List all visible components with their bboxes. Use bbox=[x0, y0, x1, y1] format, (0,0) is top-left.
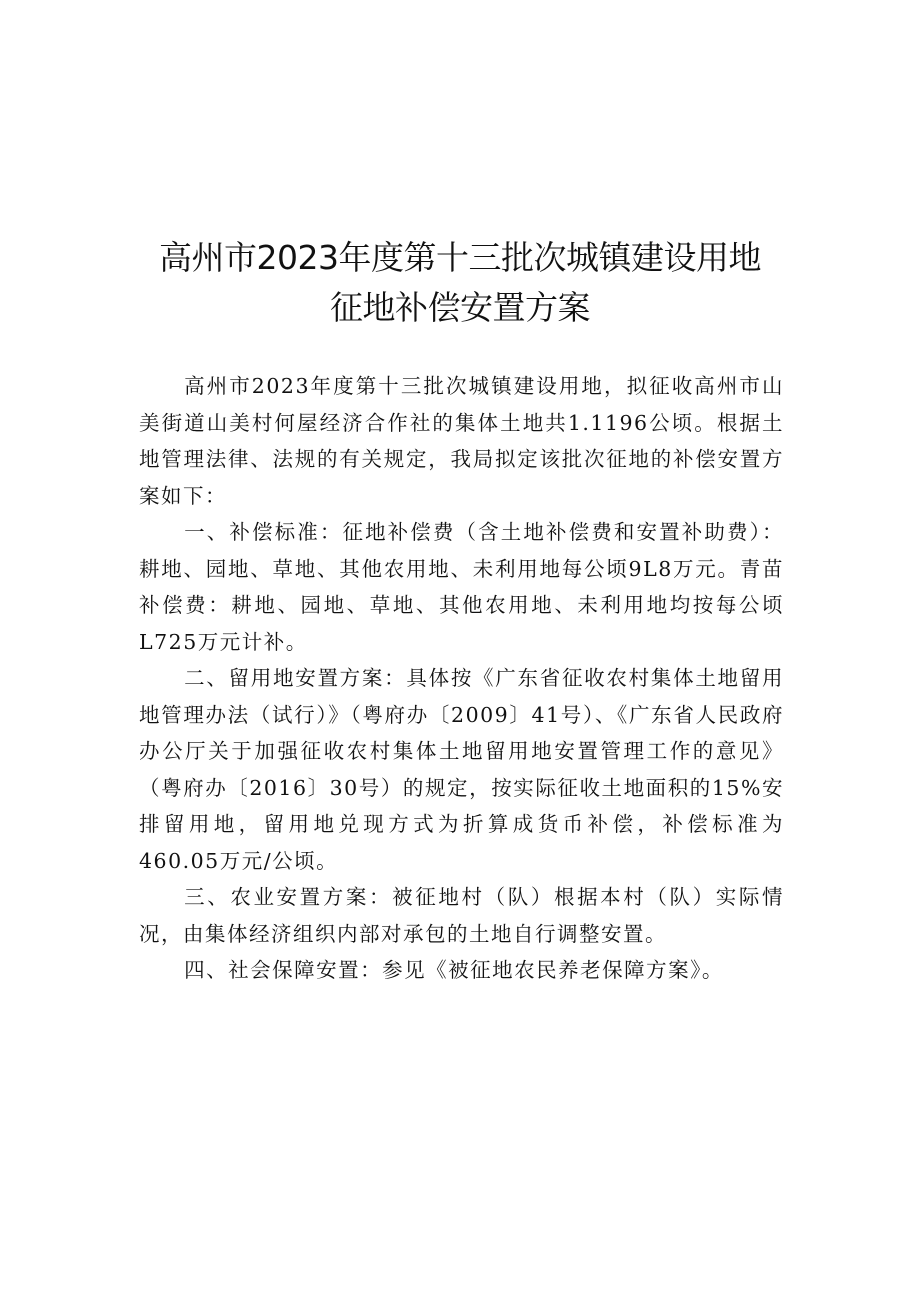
intro-paragraph: 高州市2023年度第十三批次城镇建设用地，拟征收高州市山美街道山美村何屋经济合作社的集体土地共1.1196公顷。根据土地管理法律、法规的有关规定，我局拟定该批次征地的补偿安置方案如下： bbox=[139, 374, 784, 508]
document-title-line-1: 高州市2023年度第十三批次城镇建设用地 bbox=[159, 238, 761, 277]
document-title-line-2: 征地补偿安置方案 bbox=[330, 288, 590, 327]
agricultural-resettlement-paragraph: 三、农业安置方案：被征地村（队）根据本村（队）实际情况，由集体经济组织内部对承包的土地自行调整安置。 bbox=[139, 885, 784, 946]
document-body bbox=[139, 368, 784, 989]
compensation-standard-paragraph: 一、补偿标准：征地补偿费（含土地补偿费和安置补助费）：耕地、园地、草地、其他农用地、未利用地每公顷9L8万元。青苗补偿费：耕地、园地、草地、其他农用地、未利用地均按每公顷L725万元计补。 bbox=[139, 520, 784, 654]
reserved-land-paragraph: 二、留用地安置方案：具体按《广东省征收农村集体土地留用地管理办法（试行）》（粤府办〔2009〕41号）、《广东省人民政府办公厅关于加强征收农村集体土地留用地安置管理工作的意见》（粤府办〔2016〕30号）的规定，按实际征收土地面积的15%安排留用地，留用地兑现方式为折算成货币补偿，补偿标准为460.05万元/公顷。 bbox=[139, 666, 784, 873]
social-security-paragraph: 四、社会保障安置：参见《被征地农民养老保障方案》。 bbox=[184, 958, 724, 982]
